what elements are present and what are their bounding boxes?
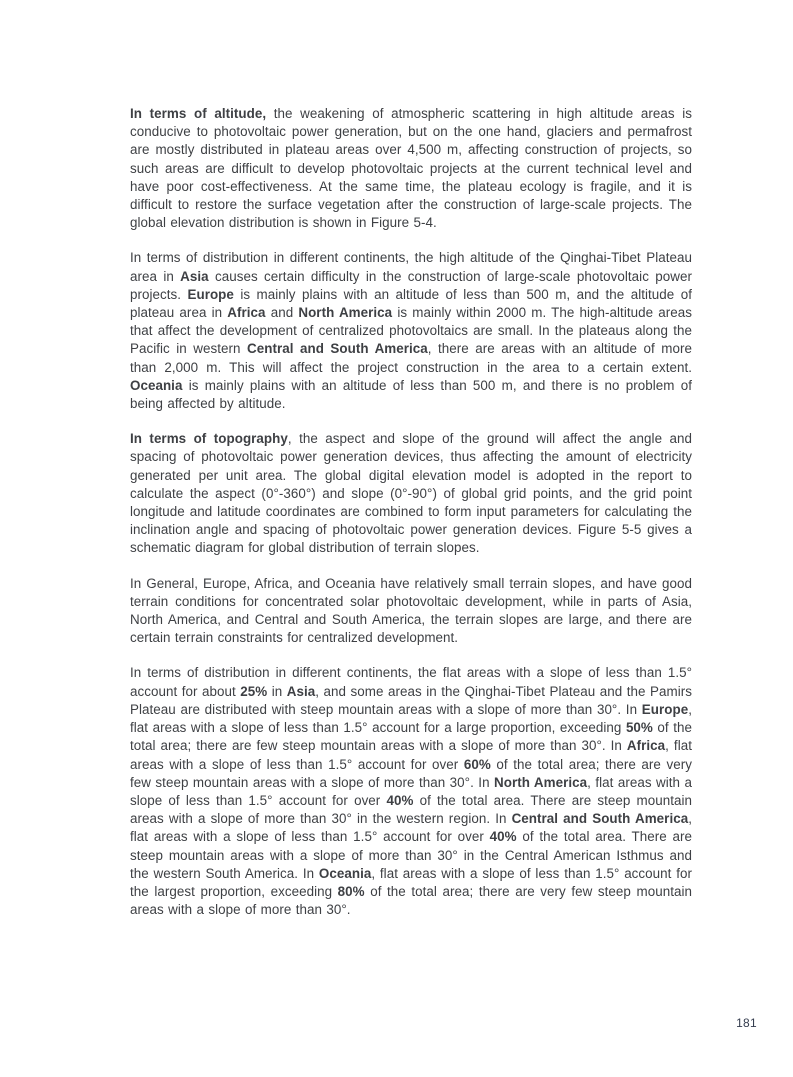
text-run: , flat areas with a slope of less than 1.5° account for over [130, 738, 692, 772]
bold-text-run: 40% [386, 792, 414, 808]
bold-text-run: Africa [626, 738, 666, 754]
bold-text-run: North America [298, 305, 393, 321]
text-run: , flat areas with a slope of less than 1.5° account for over [130, 774, 692, 808]
text-run: in [267, 683, 287, 699]
text-run: causes certain difficulty in the construction of large-scale photovoltaic power projects. [130, 268, 692, 302]
bold-text-run: Africa [227, 305, 266, 321]
paragraph-altitude-by-continent [130, 249, 692, 413]
bold-text-run: Asia [180, 268, 209, 284]
bold-text-run: 60% [463, 756, 491, 772]
text-run: is mainly plains with an altitude of less than 500 m, and the altitude of plateau area in [130, 286, 692, 321]
text-run: and [265, 305, 299, 321]
bold-text-run: Central and South America [247, 341, 428, 357]
text-run: , and some areas in the Qinghai-Tibet Plateau and the Pamirs Plateau are distributed with steep mountain areas with a slope of more than 30°. In [130, 683, 692, 717]
page-number: 181 [736, 1016, 757, 1030]
paragraph-altitude [130, 105, 692, 232]
bold-text-run: Oceania [130, 377, 183, 393]
text-run: of the total area. There are steep mountain areas with a slope of more than 30° in the western region. In [130, 792, 693, 827]
text-run: of the total area. There are steep mountain areas with a slope of more than 30° in the Central American Isthmus and the western South America. In [130, 829, 693, 881]
bold-text-run: Europe [641, 701, 689, 717]
bold-text-run: 25% [240, 683, 268, 699]
bold-text-run: Central and South America [511, 811, 689, 827]
text-run: is mainly within 2000 m. The high-altitude areas that affect the development of centralized photovoltaics are small. In the plateaus along the Pacific in western [130, 305, 693, 357]
text-run: In terms of distribution in different continents, the high altitude of the Qinghai-Tibet Plateau area in [130, 250, 692, 284]
text-run: , flat areas with a slope of less than 1.5° account for a large proportion, exceeding [130, 701, 692, 736]
page-body-text [130, 105, 692, 936]
text-run: of the total area; there are very few steep mountain areas with a slope of more than 30°. In [130, 756, 692, 790]
text-run: , the aspect and slope of the ground will affect the angle and spacing of photovoltaic power generation devices, thus affecting the amount of electricity generated per unit area. The global digital elevation model is adopted in the report to calculate the aspect (0°-360°) and slope (0°-90°) of global grid points, and the grid point longitude and latitude coordinates are combined to form input parameters for calculating the inclination angle and spacing of photovoltaic power generation devices. Figure 5-5 gives a schematic diagram for global distribution of terrain slopes. [130, 431, 692, 556]
bold-text-run: Oceania [318, 865, 372, 881]
paragraph-terrain-summary [130, 575, 692, 648]
text-run: is mainly plains with an altitude of less than 500 m, and there is no problem of being affected by altitude. [130, 377, 692, 412]
text-run: the weakening of atmospheric scattering in high altitude areas is conducive to photovoltaic power generation, but on the one hand, glaciers and permafrost are mostly distributed in plateau areas over 4,500 m, affecting construction of projects, so such areas are difficult to develop photovoltaic projects at the current technical level and have poor cost-effectiveness. At the same time, the plateau ecology is fragile, and it is difficult to restore the surface vegetation after the construction of large-scale projects. The global elevation distribution is shown in Figure 5-4. [130, 106, 692, 231]
text-run: In General, Europe, Africa, and Oceania have relatively small terrain slopes, and have good terrain conditions for concentrated solar photovoltaic development, while in parts of Asia, North America, and Central and South America, the terrain slopes are large, and there are certain terrain constraints for centralized development. [130, 575, 692, 646]
text-run: of the total area; there are few steep mountain areas with a slope of more than 30°. In [130, 720, 692, 754]
text-run: , flat areas with a slope of less than 1.5° account for the largest proportion, exceeding [130, 865, 692, 899]
text-run: , there are areas with an altitude of more than 2,000 m. This will affect the project construction in the area to a certain extent. [130, 341, 692, 375]
text-run: , flat areas with a slope of less than 1.5° account for over [130, 811, 692, 845]
paragraph-topography [130, 430, 692, 557]
bold-text-run: North America [494, 774, 588, 790]
bold-text-run: In terms of altitude, [130, 106, 267, 121]
text-run: of the total area; there are very few steep mountain areas with a slope of more than 30°. [130, 883, 692, 918]
bold-text-run: 40% [489, 829, 517, 845]
bold-text-run: Asia [286, 683, 316, 699]
bold-text-run: 80% [337, 883, 365, 899]
paragraph-slope-by-continent [130, 664, 692, 919]
bold-text-run: 50% [625, 720, 653, 736]
bold-text-run: In terms of topography [130, 431, 288, 447]
bold-text-run: Europe [187, 286, 234, 302]
text-run: In terms of distribution in different continents, the flat areas with a slope of less than 1.5° account for about [130, 665, 692, 699]
